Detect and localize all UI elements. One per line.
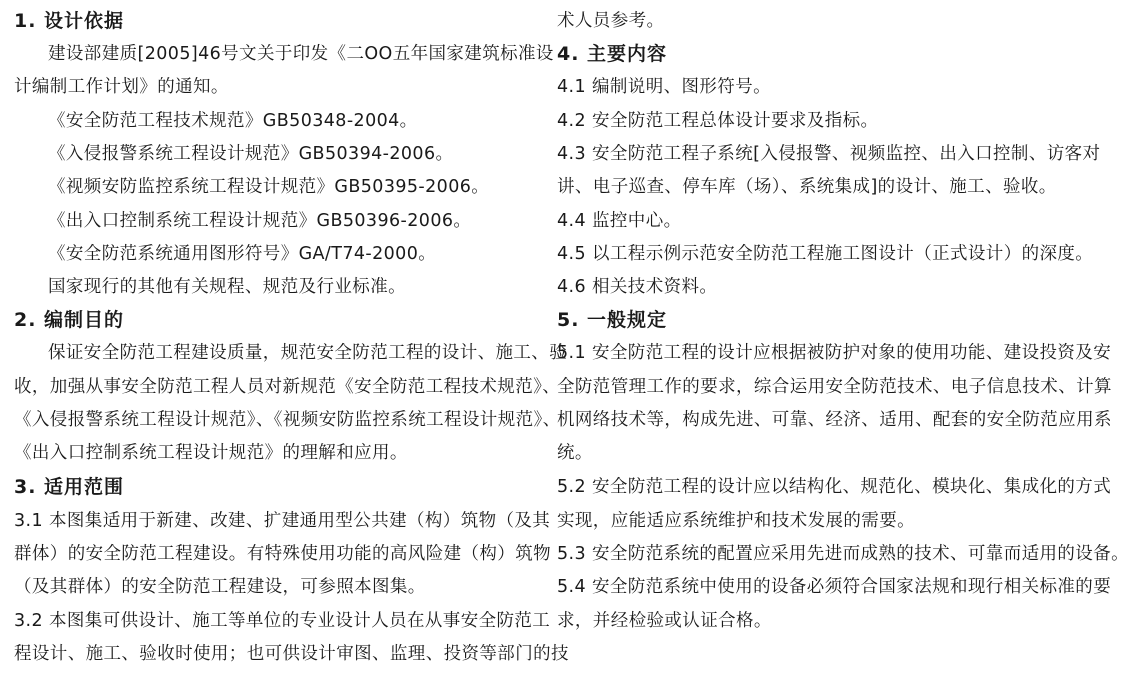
text-line: 保证安全防范工程建设质量，规范安全防范工程的设计、施工、验 <box>48 343 568 363</box>
text-line: 实现，应能适应系统维护和技术发展的需要。 <box>557 511 915 531</box>
text-line: 收，加强从事安全防范工程人员对新规范《安全防范工程技术规范》、 <box>14 377 561 397</box>
text-line: 《出入口控制系统工程设计规范》的理解和应用。 <box>14 443 408 463</box>
text-line: 术人员参考。 <box>557 11 665 31</box>
text-line: 《视频安防监控系统工程设计规范》GB50395-2006。 <box>48 177 490 197</box>
text-line: 《入侵报警系统工程设计规范》GB50394-2006。 <box>48 144 454 164</box>
section-heading: 2. 编制目的 <box>14 309 125 331</box>
section-heading: 3. 适用范围 <box>14 476 125 498</box>
text-line: 3.2 本图集可供设计、施工等单位的专业设计人员在从事安全防范工 <box>14 611 551 631</box>
text-line: 《入侵报警系统工程设计规范》、《视频安防监控系统工程设计规范》、 <box>14 410 561 430</box>
text-line: 5.4 安全防范系统中使用的设备必须符合国家法规和现行相关标准的要 <box>557 577 1112 597</box>
text-line: 4.2 安全防范工程总体设计要求及指标。 <box>557 111 879 131</box>
text-line: 5.1 安全防范工程的设计应根据被防护对象的使用功能、建设投资及安 <box>557 343 1112 363</box>
text-line: 《安全防范系统通用图形符号》GA/T74-2000。 <box>48 244 437 264</box>
text-line: 4.4 监控中心。 <box>557 211 682 231</box>
text-line: 4.6 相关技术资料。 <box>557 277 718 297</box>
text-line: 统。 <box>557 443 593 463</box>
text-line: 群体）的安全防范工程建设。有特殊使用功能的高风险建（构）筑物 <box>14 544 551 564</box>
text-line: 计编制工作计划》的通知。 <box>14 77 229 97</box>
section-heading: 4. 主要内容 <box>557 43 668 65</box>
section-heading: 5. 一般规定 <box>557 309 668 331</box>
text-line: 3.1 本图集适用于新建、改建、扩建通用型公共建（构）筑物（及其 <box>14 511 551 531</box>
text-line: 求，并经检验或认证合格。 <box>557 611 772 631</box>
text-line: 机网络技术等，构成先进、可靠、经济、适用、配套的安全防范应用系 <box>557 410 1112 430</box>
text-line: 4.1 编制说明、图形符号。 <box>557 77 771 97</box>
section-heading: 1. 设计依据 <box>14 10 125 32</box>
text-line: 4.3 安全防范工程子系统[入侵报警、视频监控、出入口控制、访客对 <box>557 144 1101 164</box>
text-line: 讲、电子巡查、停车库（场）、系统集成]的设计、施工、验收。 <box>557 177 1057 197</box>
text-line: （及其群体）的安全防范工程建设，可参照本图集。 <box>14 577 426 597</box>
text-line: 5.3 安全防范系统的配置应采用先进而成熟的技术、可靠而适用的设备。 <box>557 544 1129 564</box>
text-line: 程设计、施工、验收时使用；也可供设计审图、监理、投资等部门的技 <box>14 644 569 664</box>
text-line: 《出入口控制系统工程设计规范》GB50396-2006。 <box>48 211 472 231</box>
text-line: 4.5 以工程示例示范安全防范工程施工图设计（正式设计）的深度。 <box>557 244 1094 264</box>
text-line: 建设部建质[2005]46号文关于印发《二OO五年国家建筑标准设 <box>48 44 554 64</box>
text-line: 全防范管理工作的要求，综合运用安全防范技术、电子信息技术、计算 <box>557 377 1112 397</box>
text-line: 《安全防范工程技术规范》GB50348-2004。 <box>48 111 418 131</box>
text-line: 国家现行的其他有关规程、规范及行业标准。 <box>48 277 406 297</box>
text-line: 5.2 安全防范工程的设计应以结构化、规范化、模块化、集成化的方式 <box>557 477 1112 497</box>
